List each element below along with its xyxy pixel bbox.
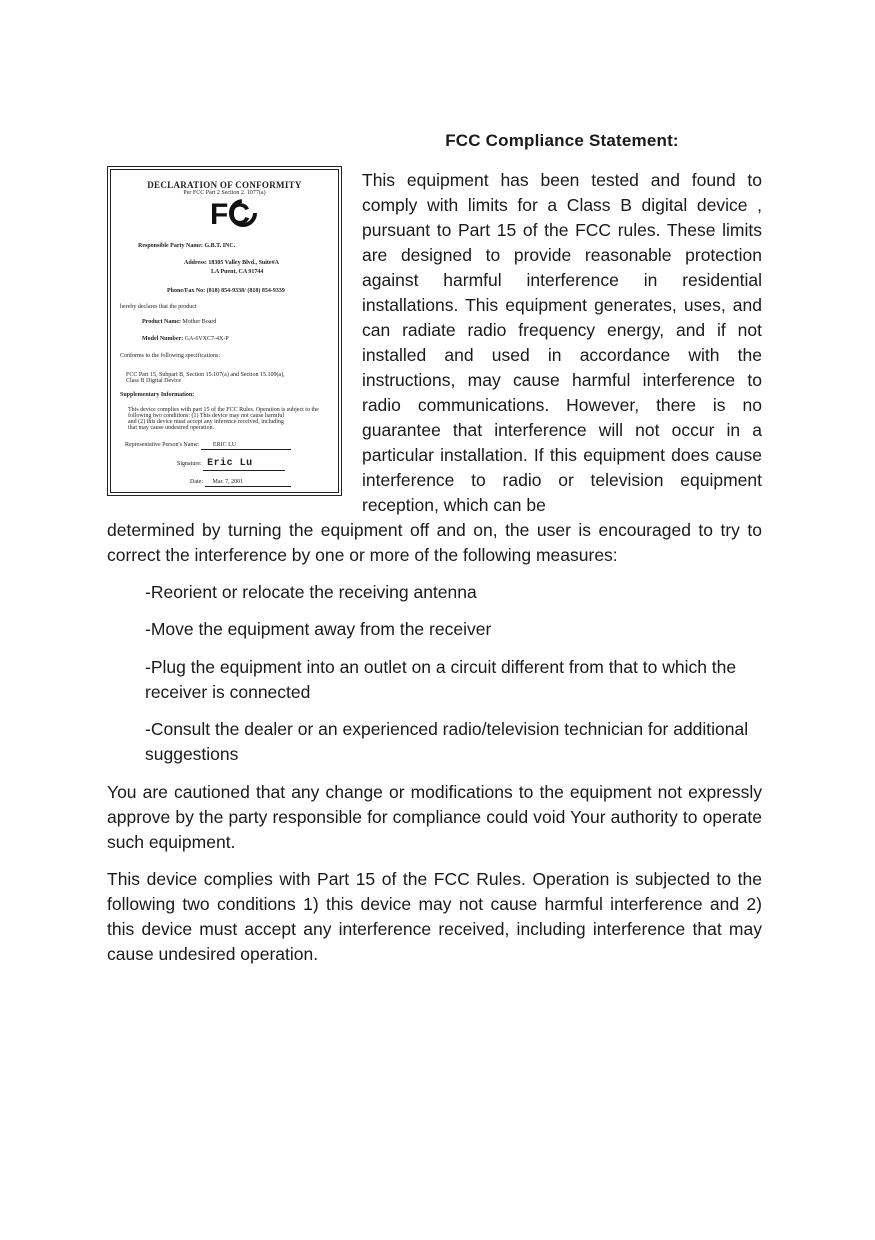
spec-line1: FCC Part 15, Subpart B, Section 15.107(a) and Section 15.109(a),	[126, 372, 285, 378]
fcc-logo-icon	[201, 198, 259, 228]
supp-line2: following two conditions: (1) This device may not cause harmful	[128, 413, 285, 419]
paragraph-2: You are cautioned that any change or modifications to the equipment not expressly approve by the party responsible for compliance could void Your authority to operate such equipment.	[107, 782, 762, 852]
measure-item: -Move the equipment away from the receiver	[145, 619, 492, 639]
paragraph-1-right: This equipment has been tested and found to comply with limits for a Class B digital device , pursuant to Part 15 of the FCC rules. These limits are designed to provide reasonable protection against harmful interference in residential installations. This equipment generates, uses, and can radiate radio frequency energy, and if not installed and used in accordance with the instructions, may cause harmful interference to radio communications. However, there is no guarantee that interference will not occur in a particular installation. If this equipment does cause interference to radio or television equipment reception, which can be	[362, 170, 762, 515]
model-number: Model Number: GA-6VXC7-4X-P	[142, 336, 229, 342]
declaration-of-conformity	[107, 166, 342, 496]
declaration-subheading: Per FCC Part 2 Section 2. 1077(a)	[183, 190, 266, 196]
supplementary-label: Supplementary Information:	[120, 392, 195, 398]
paragraph-1-continued: determined by turning the equipment off and on, the user is encouraged to try to correct the interference by one or more of the following measures:	[107, 520, 762, 565]
page-title: FCC Compliance Statement:	[445, 131, 679, 150]
declaration-heading: DECLARATION OF CONFORMITY	[147, 180, 302, 190]
supp-line1: This device complies with part 15 of the FCC Rules. Operation is subject to the	[128, 407, 319, 413]
spec-line2: Class B Digital Device	[126, 378, 182, 384]
fcc-logo-text: FC	[210, 198, 250, 228]
declaration-inner-border	[110, 169, 339, 493]
product-name: Product Name: Mother Board	[142, 319, 217, 325]
measure-item: -Plug the equipment into an outlet on a circuit different from that to which the receiver is connected	[145, 657, 737, 702]
signature: Signature: Eric Lu	[177, 458, 285, 471]
supp-line3: and (2) this device must accept any inference received, including	[128, 419, 284, 425]
supp-line4: that may cause undesired operation.	[128, 425, 215, 431]
address-line2: LA Puent, CA 91744	[211, 269, 264, 275]
signature-value: Eric Lu	[203, 458, 285, 471]
measure-item: -Consult the dealer or an experienced radio/television technician for additional suggestions	[145, 719, 749, 764]
date: Date: Mar. 7, 2001	[190, 479, 291, 487]
conforms-text: Conforms to the following specifications:	[120, 353, 220, 359]
representative-name: Representative Person's Name: ERIC LU	[125, 442, 291, 450]
paragraph-3: This device complies with Part 15 of the FCC Rules. Operation is subjected to the following two conditions 1) this device may not cause harmful interference and 2) this device must accept any interference received, including interference that may cause undesired operation.	[107, 869, 762, 964]
address: Address: 18305 Valley Blvd., Suite#A	[184, 260, 279, 266]
responsible-party: Responsible Party Name: G.B.T. INC.	[138, 243, 236, 249]
declares-text: hereby declares that the product	[120, 304, 197, 310]
measure-item: -Reorient or relocate the receiving antenna	[145, 582, 477, 602]
phone-fax: Phone/Fax No: (818) 854-9338/ (818) 854-9339	[167, 288, 285, 294]
